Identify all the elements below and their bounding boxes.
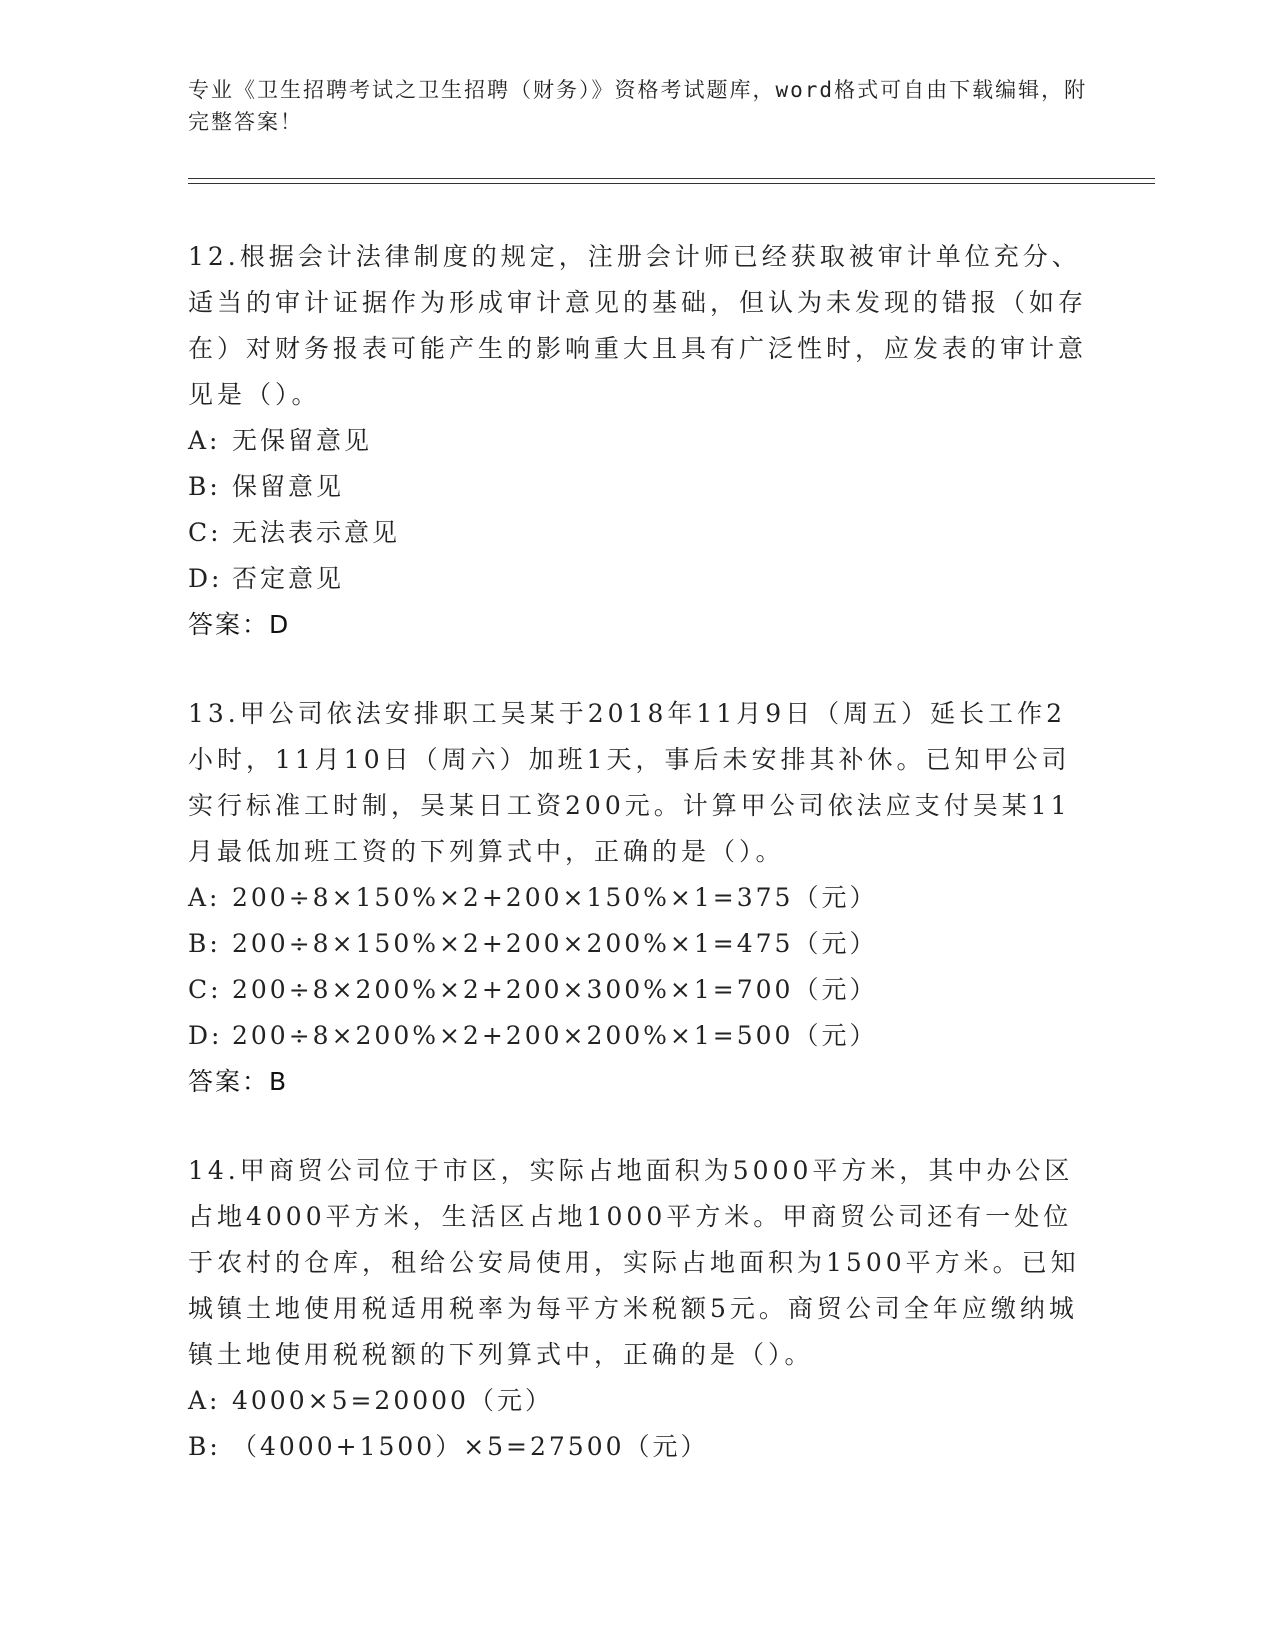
option-key: C: — [188, 518, 222, 547]
question-13 — [188, 691, 1088, 1105]
option-text: 200÷8×200%×2+200×300%×1=700（元） — [232, 975, 878, 1004]
option-text: 200÷8×150%×2+200×200%×1=475（元） — [232, 929, 878, 958]
option-text: 200÷8×200%×2+200×200%×1=500（元） — [232, 1021, 878, 1050]
option-b — [188, 1424, 1088, 1470]
header-rule-bottom — [188, 183, 1155, 184]
option-text: 否定意见 — [232, 564, 345, 593]
option-d — [188, 1013, 1088, 1059]
option-key: A: — [188, 426, 221, 455]
option-key: C: — [188, 975, 222, 1004]
question-12 — [188, 234, 1088, 648]
question-stem: 12.根据会计法律制度的规定，注册会计师已经获取被审计单位充分、适当的审计证据作为形成审计意见的基础，但认为未发现的错报（如存在）对财务报表可能产生的影响重大且具有广泛性时，应发表的审计意见是（）。 — [188, 242, 1088, 409]
option-key: A: — [188, 1386, 221, 1415]
option-a — [188, 875, 1088, 921]
option-key: D: — [188, 564, 223, 593]
question-stem: 14.甲商贸公司位于市区，实际占地面积为5000平方米，其中办公区占地4000平方米，生活区占地1000平方米。甲商贸公司还有一处位于农村的仓库，租给公安局使用，实际占地面积为1500平方米。已知城镇土地使用税适用税率为每平方米税额5元。商贸公司全年应缴纳城镇土地使用税税额的下列算式中，正确的是（）。 — [188, 1156, 1080, 1369]
option-text: 4000×5=20000（元） — [232, 1386, 553, 1415]
option-list — [188, 1378, 1088, 1470]
option-text: 无保留意见 — [232, 426, 373, 455]
option-d — [188, 556, 1088, 602]
answer-line: 答案：D — [188, 610, 291, 639]
answer-line: 答案：B — [188, 1067, 289, 1096]
option-c — [188, 967, 1088, 1013]
option-a — [188, 418, 1088, 464]
option-text: （4000+1500）×5=27500（元） — [232, 1432, 709, 1461]
header-text: 专业《卫生招聘考试之卫生招聘（财务）》资格考试题库，word格式可自由下载编辑，附完整答案！ — [188, 78, 1088, 134]
option-key: B: — [188, 472, 221, 501]
option-list — [188, 875, 1088, 1059]
option-b — [188, 464, 1088, 510]
option-list — [188, 418, 1088, 602]
question-14 — [188, 1148, 1088, 1470]
option-key: D: — [188, 1021, 223, 1050]
option-text: 保留意见 — [232, 472, 345, 501]
document-header — [188, 74, 1088, 138]
option-text: 200÷8×150%×2+200×150%×1=375（元） — [232, 883, 878, 912]
option-key: B: — [188, 1432, 221, 1461]
option-c — [188, 510, 1088, 556]
option-key: B: — [188, 929, 221, 958]
option-a — [188, 1378, 1088, 1424]
question-stem: 13.甲公司依法安排职工吴某于2018年11月9日（周五）延长工作2小时，11月10日（周六）加班1天，事后未安排其补休。已知甲公司实行标准工时制，吴某日工资200元。计算甲公司依法应支付吴某11月最低加班工资的下列算式中，正确的是（）。 — [188, 699, 1071, 866]
header-rule-top — [188, 178, 1155, 179]
option-b — [188, 921, 1088, 967]
option-key: A: — [188, 883, 221, 912]
option-text: 无法表示意见 — [232, 518, 401, 547]
